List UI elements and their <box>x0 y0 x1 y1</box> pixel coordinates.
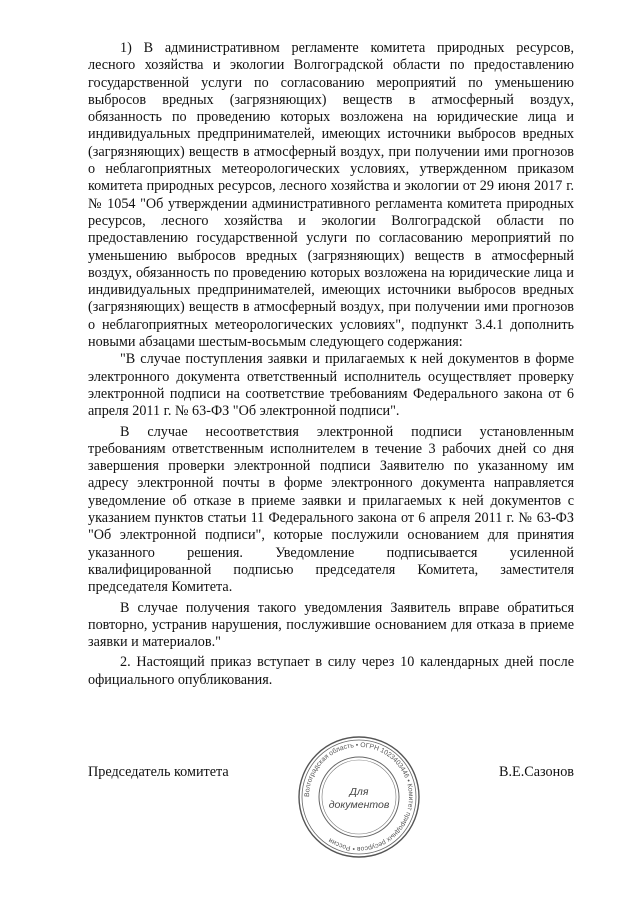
document-body <box>88 40 574 689</box>
paragraph-amendment: 1) В административном регламенте комитета природных ресурсов, лесного хозяйства и экологии Волгоградской области по предоставлению государственной услуги по согласованию мероприятий по уменьшению выбросов вредных (загрязняющих) веществ в атмосферный воздух, обязанность по проведению которых возложена на юридические лица и индивидуальных предпринимателей, имеющих источники выбросов вредных (загрязняющих) веществ в атмосферный воздух, при получении ими прогнозов о неблагоприятных метеорологических условиях, утвержденном приказом комитета природных ресурсов, лесного хозяйства и экологии от 29 июня 2017 г. № 1054 "Об утверждении административного регламента комитета природных ресурсов, лесного хозяйства и экологии Волгоградской области по предоставлению государственной услуги по согласованию мероприятий по уменьшению выбросов вредных (загрязняющих) веществ в атмосферный воздух, обязанность по проведению которых возложена на юридические лица и индивидуальных предпринимателей, имеющих источники выбросов вредных (загрязняющих) веществ в атмосферный воздух, при получении ими прогнозов о неблагоприятных метеорологических условиях", подпункт 3.4.1 дополнить новыми абзацами шестым-восьмым следующего содержания: <box>88 40 574 351</box>
signer-position: Председатель комитета <box>88 764 229 780</box>
paragraph-effective-date: 2. Настоящий приказ вступает в силу через 10 календарных дней после официального опубликования. <box>88 654 574 688</box>
paragraph-new-text-3: В случае получения такого уведомления Заявитель вправе обратиться повторно, устранив нарушения, послужившие основанием для отказа в приеме заявки и материалов." <box>88 599 574 651</box>
seal-ring-text: Волгоградская область • ОГРН 1023403446 • Комитет природных ресурсов • Россия <box>303 741 415 853</box>
signer-name: В.Е.Сазонов <box>499 764 574 780</box>
paragraph-new-text-2: В случае несоответствия электронной подписи установленным требованиям ответственным исполнителем в течение 3 рабочих дней со дня завершения проверки электронной подписи Заявителю по указанному им адресу электронной почты в форме электронного документа направляется уведомление об отказе в приеме заявки и прилагаемых к ней документов с указанием пунктов статьи 11 Федерального закона от 6 апреля 2011 г. № 63-ФЗ "Об электронной подписи", которые послужили основанием для принятия указанного решения. Уведомление подписывается усиленной квалифицированной подписью председателя Комитета, заместителя председателя Комитета. <box>88 423 574 596</box>
paragraph-new-text-1: "В случае поступления заявки и прилагаемых к ней документов в форме электронного документа ответственный исполнитель осуществляет проверку электронной подписи на соответствие требованиям Федерального закона от 6 апреля 2011 г. № 63-ФЗ "Об электронной подписи". <box>88 351 574 420</box>
seal-center-line2: документов <box>328 799 390 811</box>
seal-center-line1: Для <box>349 786 369 798</box>
official-seal <box>296 734 422 860</box>
